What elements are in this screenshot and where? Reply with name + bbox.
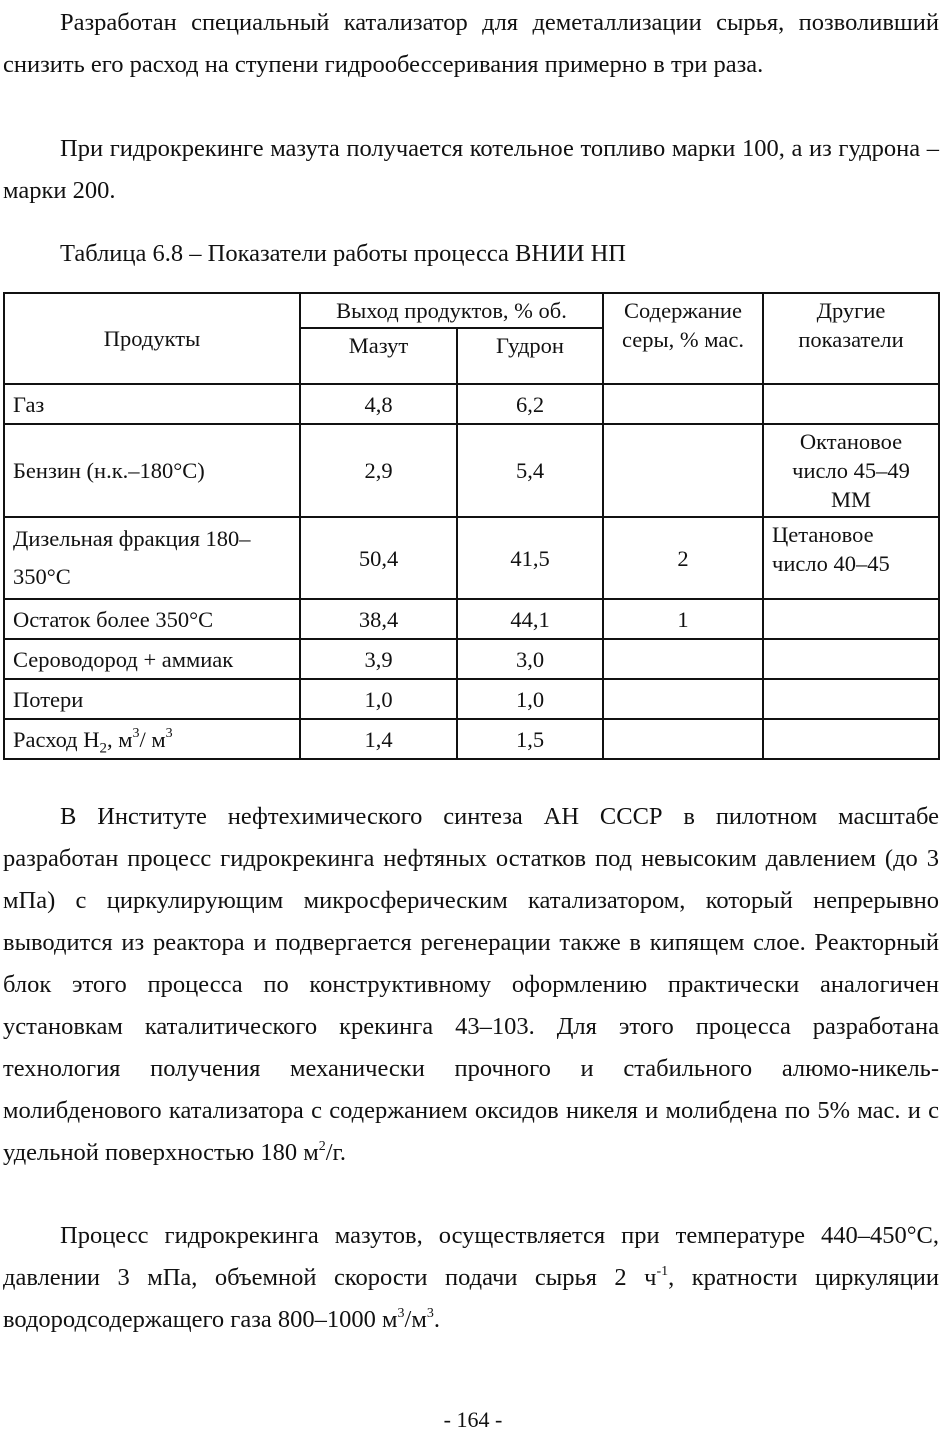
row-other (763, 384, 939, 424)
row-gudron: 1,5 (457, 719, 603, 759)
header-mazut: Мазут (300, 328, 457, 384)
header-sulfur: Содержание серы, % мас. (603, 293, 763, 384)
row-product: Сероводород + аммиак (4, 639, 300, 679)
row-sulfur (603, 424, 763, 517)
header-gudron: Гудрон (457, 328, 603, 384)
row-mazut: 38,4 (300, 599, 457, 639)
table-row (4, 719, 939, 759)
table-row (4, 384, 939, 424)
row-mazut: 1,4 (300, 719, 457, 759)
row-mazut: 3,9 (300, 639, 457, 679)
page-number: - 164 - (443, 1407, 503, 1432)
row-product: Бензин (н.к.–180°С) (4, 424, 300, 517)
table-caption: Таблица 6.8 – Показатели работы процесса ВНИИ НП (60, 240, 626, 267)
header-products: Продукты (4, 293, 300, 384)
row-product: Остаток более 350°С (4, 599, 300, 639)
table-row (4, 599, 939, 639)
table-row (4, 517, 939, 599)
row-gudron: 1,0 (457, 679, 603, 719)
row-product: Потери (4, 679, 300, 719)
row-other (763, 719, 939, 759)
row-gudron: 41,5 (457, 517, 603, 599)
header-other: Другие показатели (763, 293, 939, 384)
row-other (763, 639, 939, 679)
row-mazut: 50,4 (300, 517, 457, 599)
paragraph-institute: В Институте нефтехимического синтеза АН СССР в пилотном масштабе разработан процесс гидрокрекинга нефтяных остатков под невысоким давлением (до 3 мПа) с циркулирующим микросферическим катализатором, который непрерывно выводится из реактора и подвергается регенерации также в кипящем слое. Реакторный блок этого процесса по конструктивному оформлению практически аналогичен установкам каталитического крекинга 43–103. Для этого процесса разработана технология получения механически прочного и стабильного алюмо-никель-молибденового катализатора с содержанием оксидов никеля и молибдена по 5% мас. и с удельной поверхностью 180 $м^2/г$. (3, 803, 939, 1166)
row-sulfur (603, 719, 763, 759)
row-product: Дизельная фракция 180–350°С (4, 517, 300, 599)
row-mazut: 2,9 (300, 424, 457, 517)
table-row (4, 639, 939, 679)
row-other: Цетановое число 40–45 (763, 517, 939, 599)
row-gudron: 5,4 (457, 424, 603, 517)
paragraph-catalyst: Разработан специальный катализатор для деметаллизации сырья, позволивший снизить его расход на ступени гидрообессеривания примерно в три раза. (3, 9, 939, 78)
row-sulfur: 1 (603, 599, 763, 639)
table-row (4, 679, 939, 719)
row-mazut: 1,0 (300, 679, 457, 719)
row-other: Октановое число 45–49 ММ (763, 424, 939, 517)
process-indicators-table (3, 292, 940, 760)
paragraph-process-conditions: Процесс гидрокрекинга мазутов, осуществляется при температуре 440–450°С, давлении 3 мПа, объемной скорости подачи сырья 2 $ч^{-1}$, кратности циркуляции водородсодержащего газа 800–1000 $м^3/м^3$. (3, 1222, 939, 1333)
row-sulfur (603, 679, 763, 719)
row-mazut: 4,8 (300, 384, 457, 424)
row-product-hydrogen: Расход $Н_2$, $м^3/$ $м^3$ (4, 719, 300, 759)
row-sulfur: 2 (603, 517, 763, 599)
row-sulfur (603, 639, 763, 679)
row-other (763, 599, 939, 639)
row-gudron: 3,0 (457, 639, 603, 679)
row-gudron: 44,1 (457, 599, 603, 639)
row-other (763, 679, 939, 719)
row-product: Газ (4, 384, 300, 424)
table-row (4, 424, 939, 517)
row-gudron: 6,2 (457, 384, 603, 424)
header-yield-group: Выход продуктов, % об. (300, 293, 603, 328)
paragraph-fuel-oil: При гидрокрекинге мазута получается котельное топливо марки 100, а из гудрона – марки 200. (3, 135, 939, 204)
row-sulfur (603, 384, 763, 424)
